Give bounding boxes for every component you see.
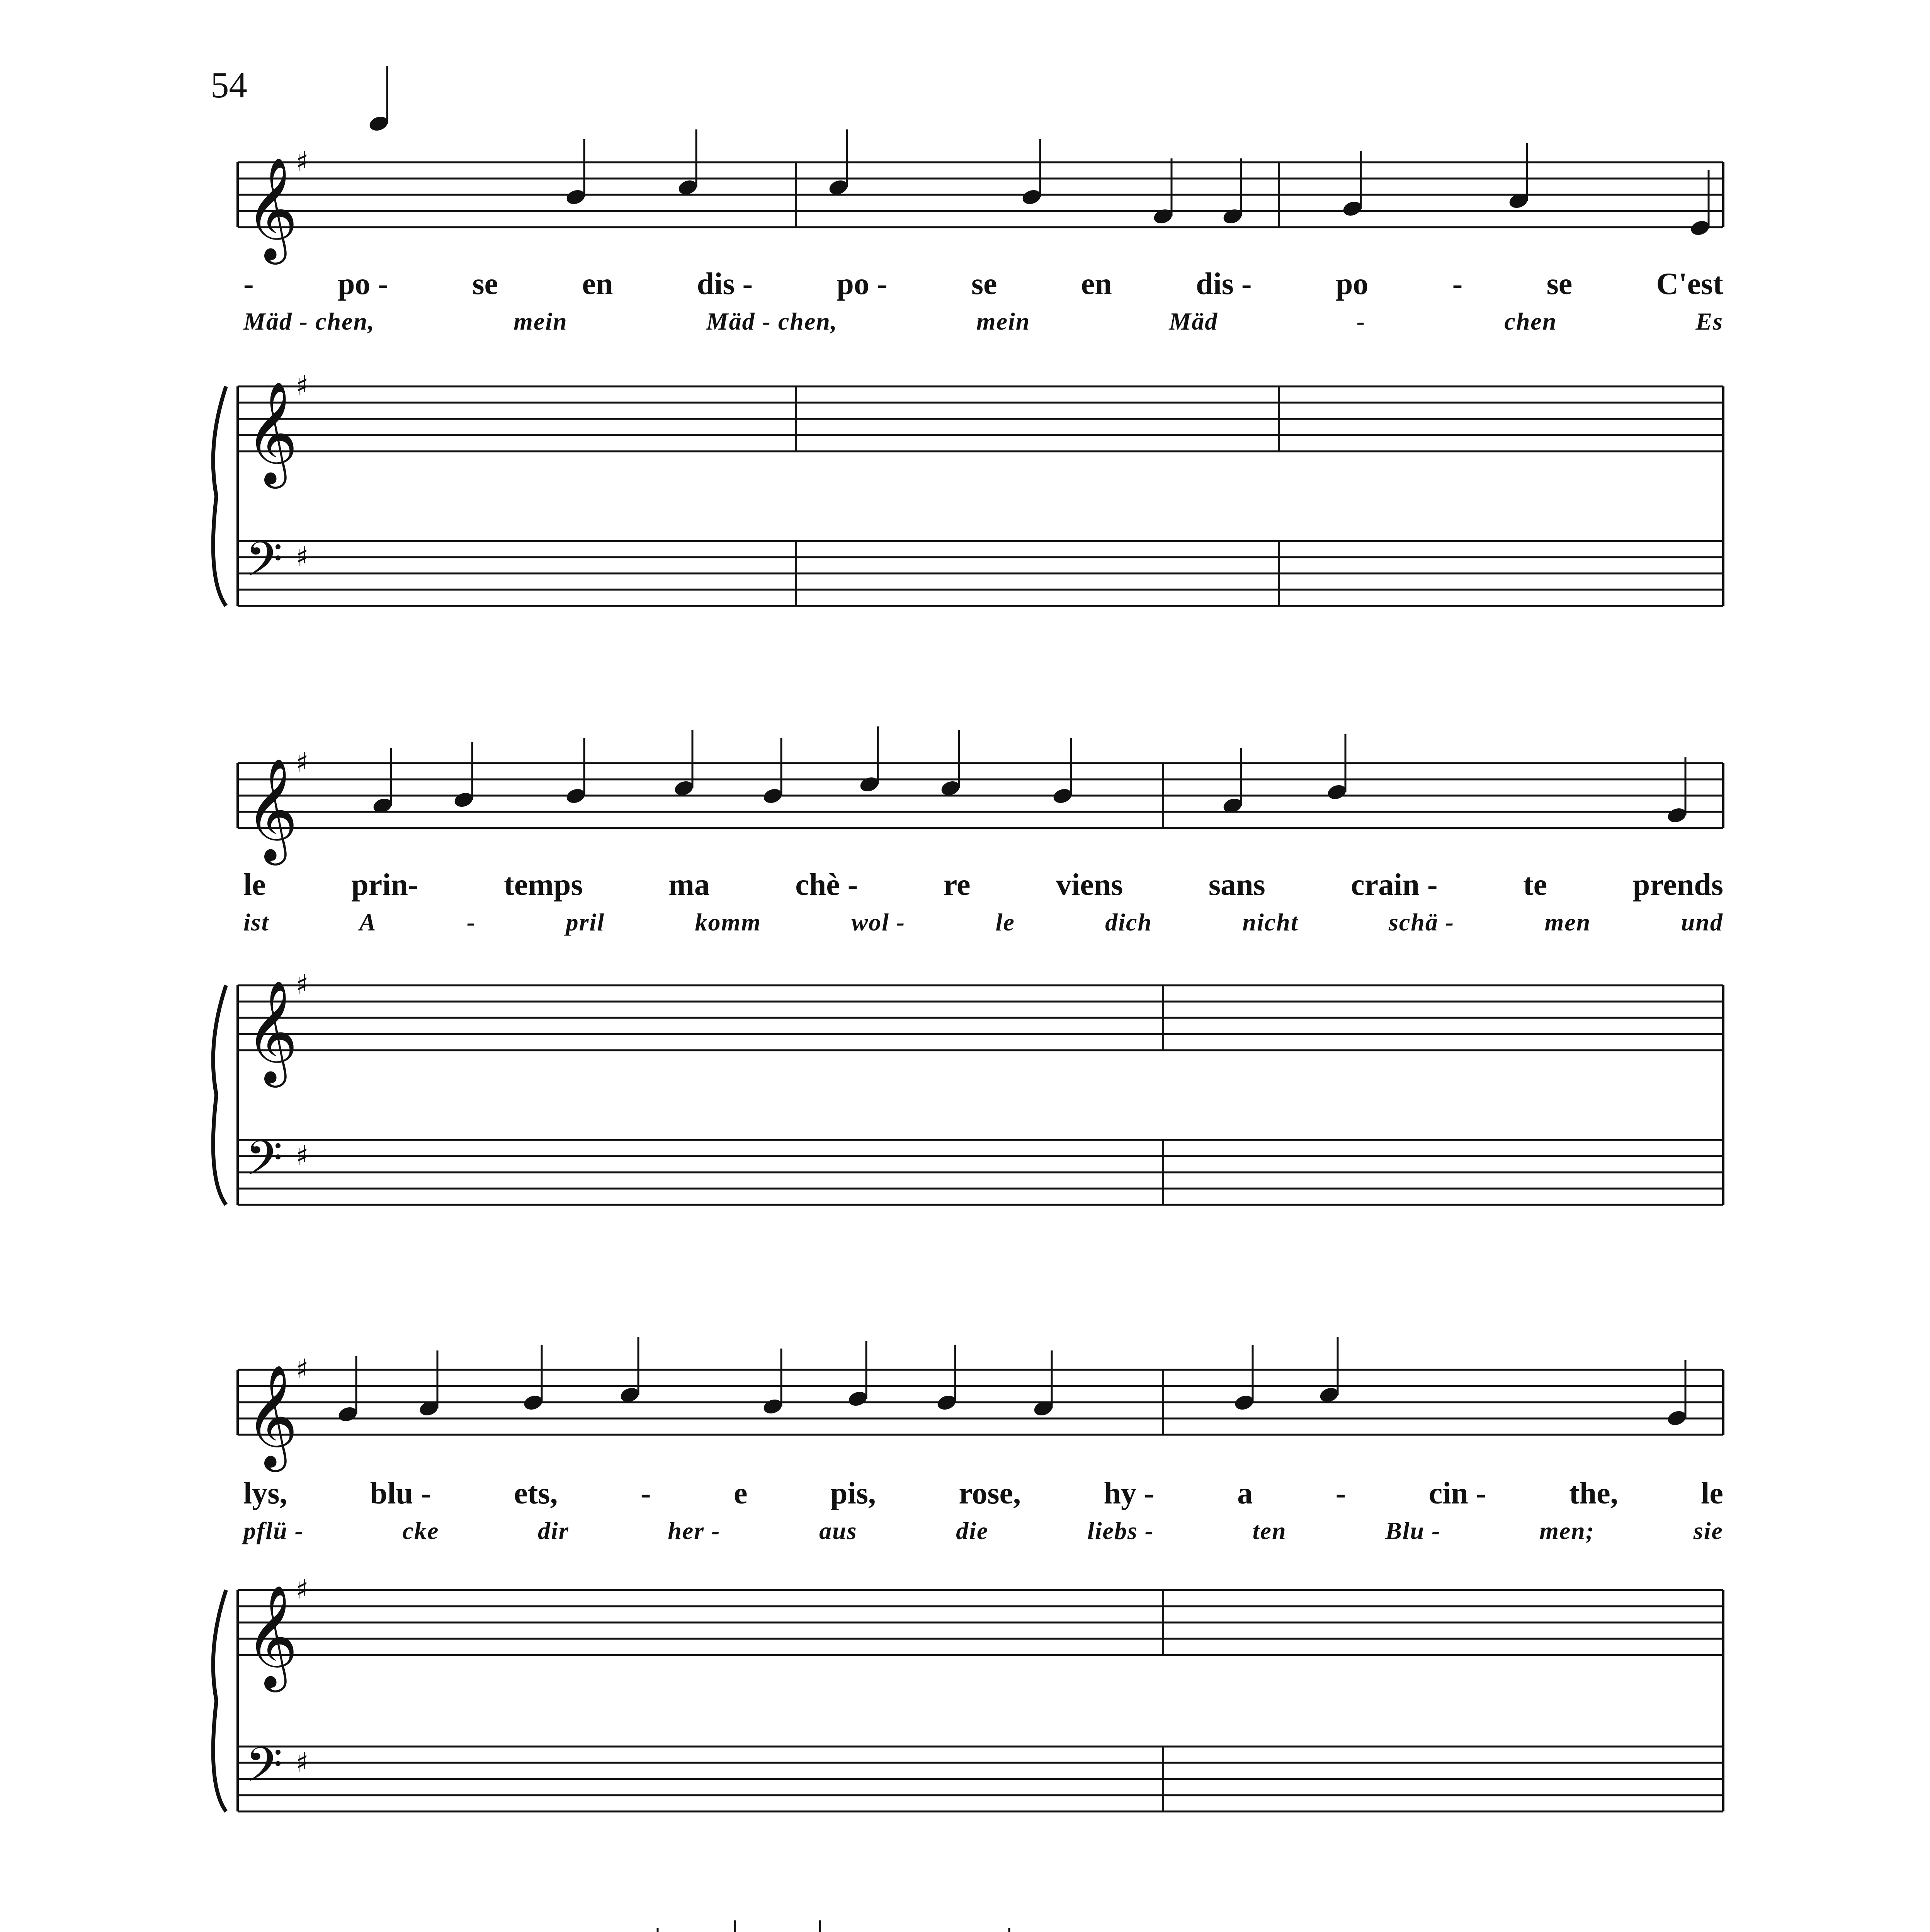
lyric-syllable: - — [1335, 1476, 1346, 1510]
lyric-syllable: Mäd - chen, — [706, 308, 838, 335]
lyric-syllable: ist — [243, 908, 269, 936]
page-number: 54 — [211, 65, 247, 105]
lyric-syllable: her - — [668, 1517, 721, 1544]
lyric-syllable: - — [1357, 308, 1366, 335]
lyrics-de-system-3 — [243, 1517, 1723, 1545]
lyric-syllable: the, — [1569, 1476, 1618, 1510]
lyric-syllable: pis, — [830, 1476, 876, 1510]
sharp-icon: ♯ — [296, 370, 309, 401]
lyric-syllable: se — [1546, 267, 1573, 301]
treble-clef-icon: 𝄞 — [245, 381, 298, 484]
lyric-syllable: cin - — [1428, 1476, 1486, 1510]
lyric-syllable: schä - — [1388, 908, 1455, 936]
lyrics-fr-system-2 — [243, 867, 1723, 903]
sharp-icon: ♯ — [296, 1140, 309, 1172]
sharp-icon: ♯ — [296, 1573, 309, 1605]
treble-clef-icon: 𝄞 — [245, 1364, 298, 1468]
lyric-syllable: mein — [514, 308, 568, 335]
lyric-syllable: le — [995, 908, 1015, 936]
sharp-icon: ♯ — [296, 541, 309, 573]
lyric-syllable: re — [943, 868, 971, 902]
treble-clef-icon: 𝄞 — [245, 1585, 298, 1688]
lyric-syllable: und — [1681, 908, 1723, 936]
lyric-syllable: le — [243, 868, 266, 902]
lyric-syllable: sans — [1208, 868, 1265, 902]
sharp-icon: ♯ — [296, 146, 309, 177]
lyric-syllable: po - — [837, 267, 888, 301]
lyric-syllable: A — [359, 908, 377, 936]
lyric-syllable: chè - — [795, 868, 858, 902]
lyric-syllable: en — [582, 267, 613, 301]
lyric-syllable: te — [1523, 868, 1547, 902]
lyric-syllable: liebs - — [1087, 1517, 1154, 1544]
lyric-syllable: po - — [337, 267, 389, 301]
lyric-syllable: sie — [1693, 1517, 1723, 1544]
lyric-syllable: a — [1237, 1476, 1253, 1510]
lyric-syllable: nicht — [1242, 908, 1299, 936]
lyric-syllable: pflü - — [243, 1517, 304, 1544]
lyric-syllable: Mäd - chen, — [243, 308, 375, 335]
lyric-syllable: dir — [538, 1517, 569, 1544]
lyric-syllable: - — [1452, 267, 1463, 301]
lyric-syllable: ets, — [514, 1476, 558, 1510]
lyric-syllable: crain - — [1351, 868, 1438, 902]
lyric-syllable: hy - — [1104, 1476, 1155, 1510]
lyric-syllable: Blu - — [1385, 1517, 1441, 1544]
lyric-syllable: se — [971, 267, 997, 301]
lyric-syllable: e — [734, 1476, 748, 1510]
treble-clef-icon: 𝄞 — [245, 758, 298, 861]
lyric-syllable: - — [243, 267, 254, 301]
treble-clef-icon: 𝄞 — [245, 980, 298, 1083]
lyric-syllable: - — [640, 1476, 651, 1510]
lyric-syllable: men; — [1539, 1517, 1595, 1544]
lyric-syllable: temps — [504, 868, 583, 902]
lyric-syllable: komm — [695, 908, 762, 936]
lyric-syllable: lys, — [243, 1476, 287, 1510]
piano-brace — [213, 386, 226, 606]
lyric-syllable: prin- — [351, 868, 418, 902]
sharp-icon: ♯ — [296, 747, 309, 778]
lyric-syllable: en — [1081, 267, 1112, 301]
bass-clef-icon: 𝄢 — [245, 1131, 283, 1198]
piano-brace — [213, 1590, 226, 1811]
lyric-syllable: viens — [1056, 868, 1123, 902]
sharp-icon: ♯ — [296, 969, 309, 1000]
lyrics-de-system-2 — [243, 908, 1723, 937]
lyric-syllable: Es — [1695, 308, 1723, 335]
lyric-syllable: chen — [1504, 308, 1557, 335]
lyric-syllable: dich — [1105, 908, 1152, 936]
lyrics-fr-system-3 — [243, 1476, 1723, 1511]
lyric-syllable: die — [956, 1517, 989, 1544]
sharp-icon: ♯ — [296, 1747, 309, 1778]
piano-brace — [213, 985, 226, 1205]
lyric-syllable: dis - — [1196, 267, 1252, 301]
lyric-syllable: po — [1335, 267, 1369, 301]
lyric-syllable: ten — [1252, 1517, 1287, 1544]
bass-clef-icon: 𝄢 — [245, 532, 283, 599]
treble-clef-icon: 𝄞 — [245, 157, 298, 260]
lyric-syllable: mein — [976, 308, 1030, 335]
lyric-syllable: dis - — [697, 267, 753, 301]
lyric-syllable: men — [1544, 908, 1591, 936]
lyric-syllable: cke — [402, 1517, 439, 1544]
lyric-syllable: prends — [1632, 868, 1723, 902]
lyric-syllable: C'est — [1656, 267, 1723, 301]
lyrics-de-system-1 — [243, 307, 1723, 336]
lyric-syllable: wol - — [851, 908, 906, 936]
lyric-syllable: - — [466, 908, 476, 936]
lyric-syllable: Mäd — [1169, 308, 1218, 335]
lyric-syllable: ma — [668, 868, 710, 902]
lyric-syllable: se — [472, 267, 498, 301]
lyrics-fr-system-1 — [243, 267, 1723, 302]
lyric-syllable: pril — [566, 908, 605, 936]
lyric-syllable: blu - — [370, 1476, 431, 1510]
lyric-syllable: le — [1701, 1476, 1723, 1510]
lyric-syllable: aus — [819, 1517, 857, 1544]
sharp-icon: ♯ — [296, 1353, 309, 1385]
bass-clef-icon: 𝄢 — [245, 1737, 283, 1804]
lyric-syllable: rose, — [959, 1476, 1021, 1510]
